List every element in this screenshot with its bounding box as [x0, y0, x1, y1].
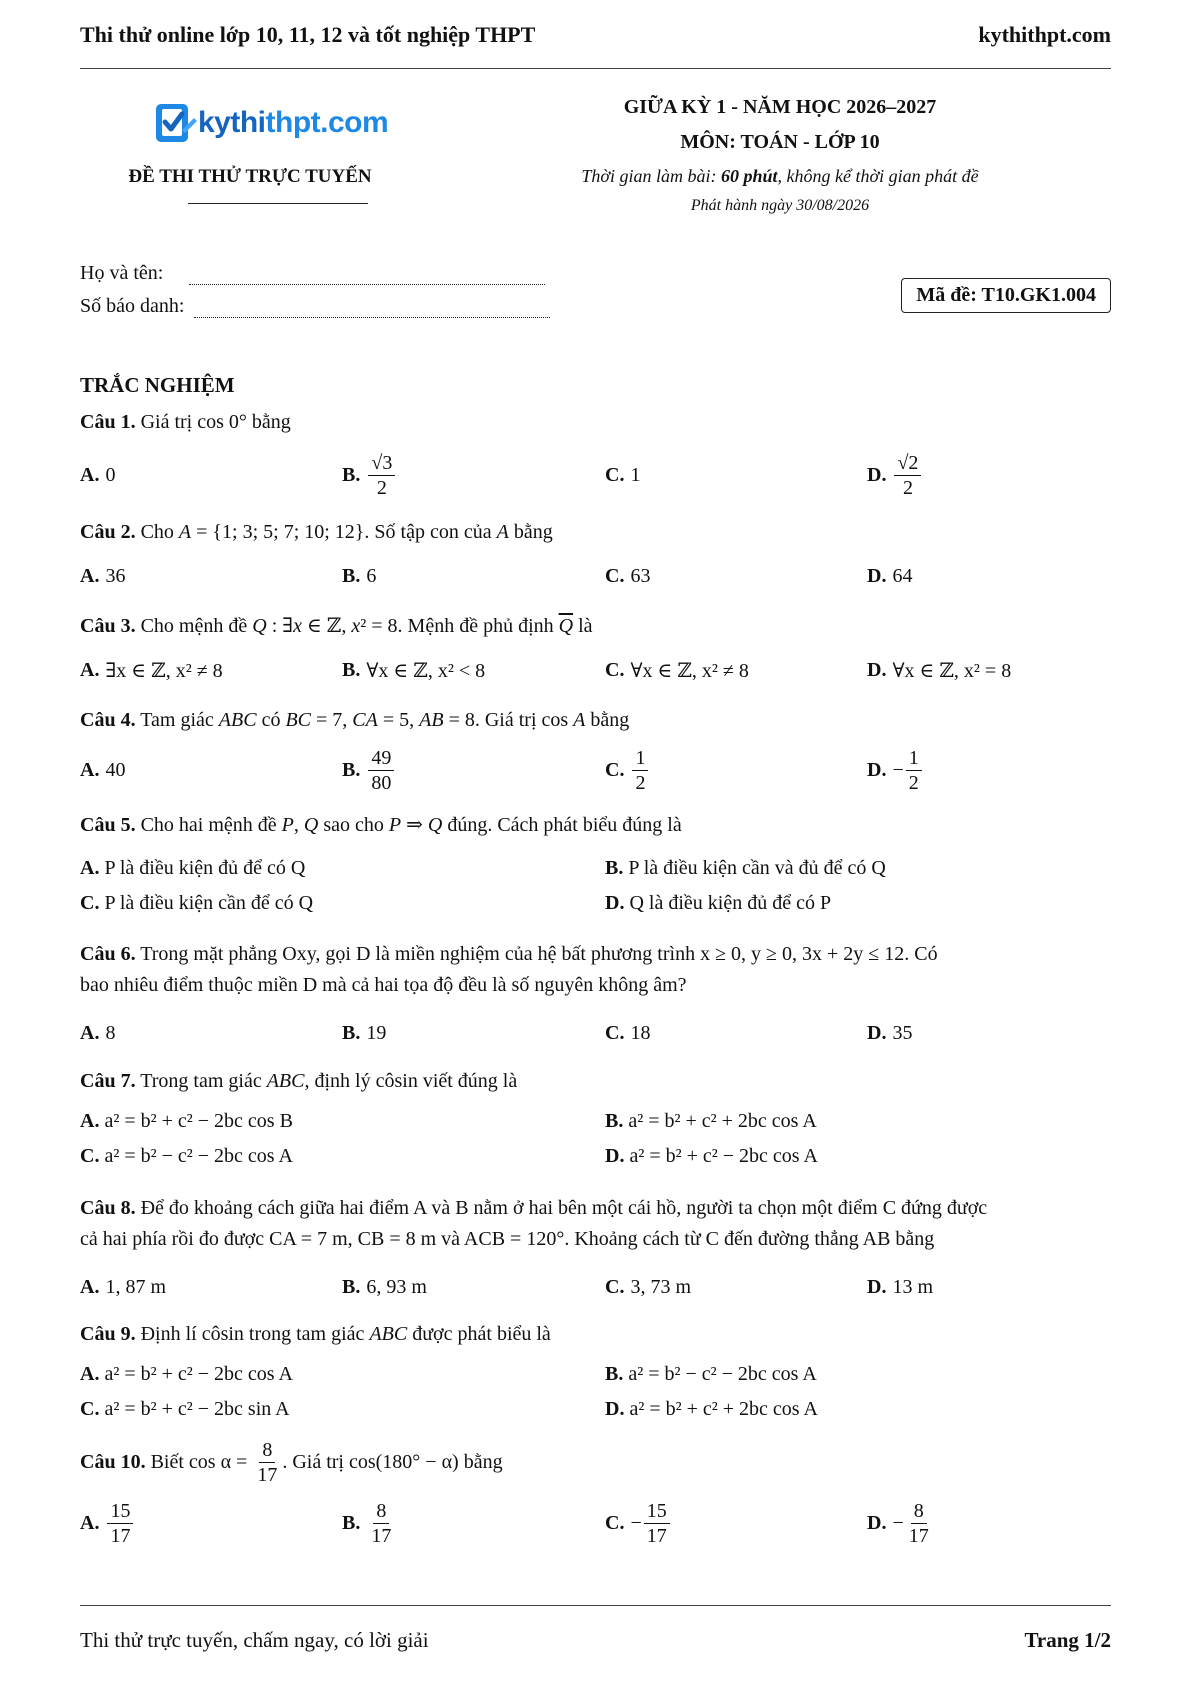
option-c[interactable]: C. ∀x ∈ ℤ, x² ≠ 8	[605, 658, 749, 682]
option-c[interactable]: C. 1	[605, 463, 641, 486]
option-a[interactable]: A. 36	[80, 564, 126, 587]
option-c[interactable]: C. $\frac{1}{2}$	[605, 745, 650, 795]
option-c[interactable]: C. a² = b² − c² − 2bc cos A	[80, 1145, 293, 1167]
option-d[interactable]: D. 13 m	[867, 1275, 934, 1298]
exam-type: ĐỀ THI THỬ TRỰC TUYẾN	[128, 166, 372, 187]
option-a[interactable]: A. 8	[80, 1021, 116, 1044]
option-d[interactable]: D. a² = b² + c² − 2bc cos A	[605, 1145, 818, 1167]
option-a[interactable]: A. a² = b² + c² − 2bc cos A	[80, 1363, 293, 1385]
option-a[interactable]: A. $\frac{15}{17}$	[80, 1498, 135, 1548]
exam-type-underline	[188, 203, 368, 204]
option-a[interactable]: A. ∃x ∈ ℤ, x² ≠ 8	[80, 658, 223, 682]
q1-options	[80, 450, 1111, 500]
logo-text-b: thpt.com	[265, 106, 389, 139]
name-label: Họ và tên:	[80, 262, 164, 284]
option-b[interactable]: B. $\frac{8}{17}$	[342, 1499, 392, 1547]
option-d[interactable]: D. ∀x ∈ ℤ, x² = 8	[867, 658, 1012, 682]
option-b[interactable]: B. a² = b² − c² − 2bc cos A	[605, 1363, 817, 1385]
header-site: kythithpt.com	[978, 22, 1111, 47]
q4-options	[80, 745, 1111, 795]
option-b[interactable]: B. 6, 93 m	[342, 1275, 427, 1298]
header-divider	[80, 68, 1111, 69]
option-c[interactable]: C. 3, 73 m	[605, 1275, 692, 1298]
option-b[interactable]: B. $\frac{√3}{2}$	[342, 450, 397, 500]
exam-title: GIỮA KỲ 1 - NĂM HỌC 2026–2027	[623, 96, 937, 118]
id-label: Số báo danh:	[80, 295, 185, 317]
option-a[interactable]: A. 40	[80, 758, 126, 781]
q6-options	[80, 1008, 1111, 1058]
exam-page	[80, 0, 1111, 1684]
option-a[interactable]: A. 0	[80, 463, 116, 486]
option-d[interactable]: D. 64	[867, 564, 913, 587]
header-title: Thi thử online lớp 10, 11, 12 và tốt nghiệp THPT	[80, 22, 536, 47]
option-d[interactable]: D. − $\frac{8}{17}$	[867, 1499, 929, 1547]
question-9: Câu 9. Định lí côsin trong tam giác ABC được phát biểu là	[80, 1323, 551, 1345]
page-number: Trang 1/2	[1024, 1628, 1111, 1652]
option-b[interactable]: B. 19	[342, 1021, 387, 1044]
student-name-field[interactable]	[80, 262, 545, 285]
question-7: Câu 7. Trong tam giác ABC, định lý côsin viết đúng là	[80, 1070, 518, 1092]
option-a[interactable]: A. a² = b² + c² − 2bc cos B	[80, 1110, 293, 1132]
option-d[interactable]: D. a² = b² + c² + 2bc cos A	[605, 1398, 818, 1420]
q-label: Câu 1.	[80, 411, 136, 433]
q10-options	[80, 1498, 1111, 1548]
option-c[interactable]: C. 18	[605, 1021, 651, 1044]
section-title: TRẮC NGHIỆM	[80, 373, 235, 397]
option-d[interactable]: D. Q là điều kiện đủ để có P	[605, 892, 832, 914]
option-a[interactable]: A. 1, 87 m	[80, 1275, 167, 1298]
question-4: Câu 4. Tam giác ABC có BC = 7, CA = 5, AB = 8. Giá trị cos A bằng	[80, 709, 630, 731]
footer-text: Thi thử trực tuyến, chấm ngay, có lời giải	[80, 1628, 429, 1652]
question-8: Câu 8. Để đo khoảng cách giữa hai điểm A và B nằm ở hai bên một cái hồ, người ta chọn một điểm C đứng được cả hai phía rồi đo được CA = 7 m, CB = 8 m và ACB = 120°. Khoảng cách từ C đến đường thẳng AB bằng	[80, 1197, 988, 1250]
question-2: Câu 2. Cho A = {1; 3; 5; 7; 10; 12}. Số tập con của A bằng	[80, 521, 553, 543]
option-d[interactable]: D. 35	[867, 1021, 913, 1044]
logo-text	[198, 106, 388, 140]
question-1: Câu 1. Giá trị cos 0° bằng	[80, 411, 291, 433]
option-b[interactable]: B. 6	[342, 564, 377, 587]
question-6: Câu 6. Trong mặt phẳng Oxy, gọi D là miền nghiệm của hệ bất phương trình x ≥ 0, y ≥ 0, 3x + 2y ≤ 12. Có bao nhiêu điểm thuộc miền D mà cả hai tọa độ đều là số nguyên không âm?	[80, 943, 938, 996]
option-b[interactable]: B. P là điều kiện cần và đủ để có Q	[605, 857, 886, 879]
option-c[interactable]: C. P là điều kiện cần để có Q	[80, 892, 314, 914]
exam-info	[550, 96, 1010, 215]
logo-text-a: kythi	[198, 106, 266, 139]
page-header	[80, 22, 1111, 52]
option-c[interactable]: C. − $\frac{15}{17}$	[605, 1498, 672, 1548]
option-c[interactable]: C. 63	[605, 564, 651, 587]
option-c[interactable]: C. a² = b² + c² − 2bc sin A	[80, 1398, 290, 1420]
option-a[interactable]: A. P là điều kiện đủ để có Q	[80, 857, 306, 879]
student-id-field[interactable]	[80, 295, 550, 318]
q8-options	[80, 1262, 1111, 1312]
option-b[interactable]: B. ∀x ∈ ℤ, x² < 8	[342, 658, 486, 682]
name-blank[interactable]	[189, 270, 545, 285]
exam-code-box: Mã đề: T10.GK1.004	[901, 278, 1111, 313]
question-3: Câu 3. Cho mệnh đề Q : ∃x ∈ ℤ, x² = 8. Mệnh đề phủ định $\overline{Q}$ là	[80, 615, 593, 637]
option-b[interactable]: B. $\frac{49}{80}$	[342, 745, 396, 795]
pencil-check-logo-icon	[152, 100, 198, 146]
page-footer	[80, 1628, 1111, 1653]
exam-subject: MÔN: TOÁN - LỚP 10	[680, 131, 880, 153]
question-5: Câu 5. Cho hai mệnh đề P, Q sao cho P ⇒ Q đúng. Cách phát biểu đúng là	[80, 814, 682, 836]
q2-options	[80, 551, 1111, 601]
option-d[interactable]: D. − $\frac{1}{2}$	[867, 745, 924, 795]
option-b[interactable]: B. a² = b² + c² + 2bc cos A	[605, 1110, 817, 1132]
footer-divider	[80, 1605, 1111, 1606]
site-logo	[152, 100, 388, 146]
id-blank[interactable]	[194, 303, 550, 318]
exam-time: Thời gian làm bài: 60 phút, không kể thời gian phát đề	[581, 166, 979, 186]
exam-release-date: Phát hành ngày 30/08/2026	[690, 197, 870, 214]
q3-options	[80, 645, 1111, 695]
question-10: Câu 10. Biết cos α = $\frac{8}{17}$ . Giá trị cos(180° − α) bằng	[80, 1439, 503, 1486]
option-d[interactable]: D. $\frac{√2}{2}$	[867, 450, 923, 500]
